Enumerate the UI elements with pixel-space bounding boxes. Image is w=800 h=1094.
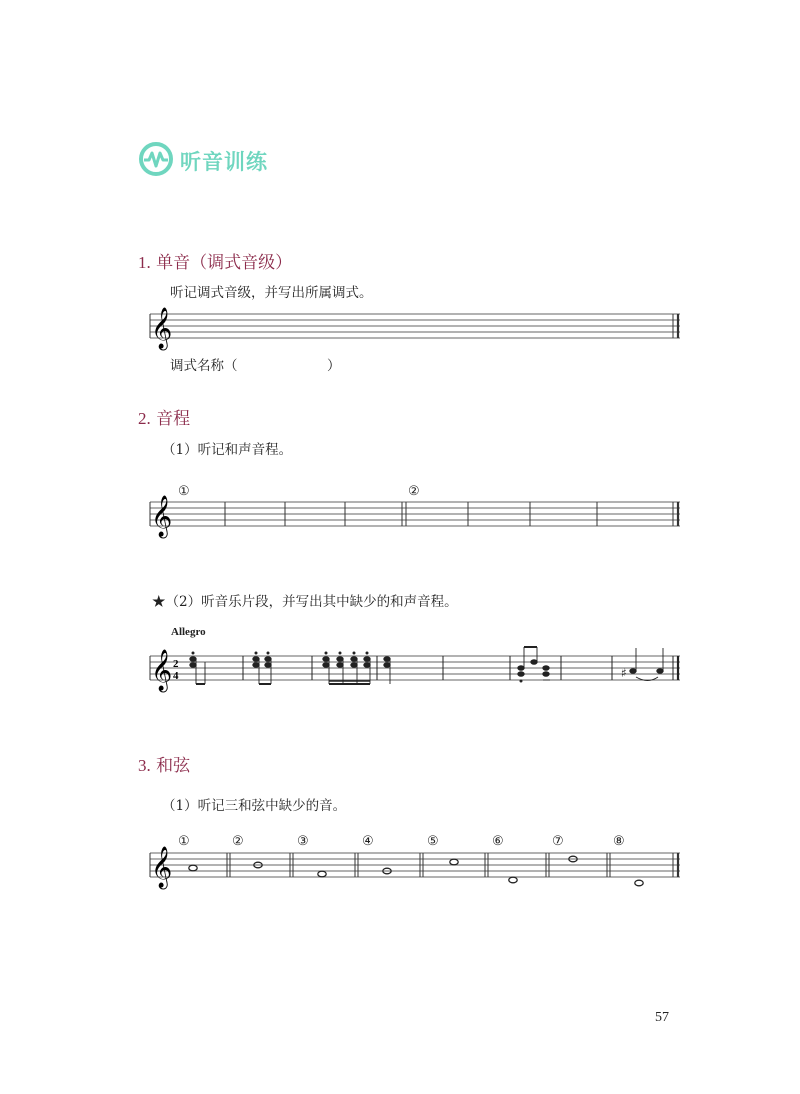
staff-section-2-intervals — [0, 490, 800, 540]
melody-notes — [190, 647, 678, 684]
interval-marker-2: ② — [408, 484, 420, 499]
chord-marker-1: ① — [178, 834, 190, 849]
staff-section-2-melody — [0, 640, 800, 700]
chord-marker-5: ⑤ — [427, 834, 439, 849]
sharp-icon: ♯ — [621, 666, 627, 680]
headphone-wave-icon — [138, 141, 174, 177]
section-1-title: 单音（调式音级） — [156, 253, 293, 273]
treble-clef-icon: 𝄞 — [151, 496, 173, 537]
time-signature-top: 2 — [173, 658, 179, 670]
star-icon: ★ — [152, 594, 166, 610]
mode-name-label: 调式名称（ — [170, 358, 238, 374]
section-1-instruction: 听记调式音级，并写出所属调式。 — [170, 285, 373, 301]
treble-clef-icon: 𝄞 — [151, 650, 173, 691]
section-3-instruction: （1）听记三和弦中缺少的音。 — [162, 798, 347, 814]
chord-marker-3: ③ — [297, 834, 309, 849]
section-3-title: 和弦 — [156, 756, 191, 776]
section-2-part-2-instruction: ★（2）听音乐片段，并写出其中缺少的和声音程。 — [152, 594, 458, 610]
page-number: 57 — [655, 1010, 669, 1025]
tempo-marking: Allegro — [171, 626, 206, 638]
section-2-heading — [138, 404, 190, 429]
treble-clef-icon: 𝄞 — [151, 308, 173, 349]
mode-name-answer-field[interactable] — [245, 355, 325, 373]
page-title: 听音训练 — [180, 150, 268, 174]
section-2-part-1-instruction: （1）听记和声音程。 — [162, 442, 293, 458]
section-3-heading — [138, 751, 190, 776]
chord-marker-4: ④ — [362, 834, 374, 849]
staff-lines — [150, 656, 680, 680]
section-2-title: 音程 — [156, 409, 191, 429]
chord-marker-7: ⑦ — [552, 834, 564, 849]
staff-section-3-chords — [0, 845, 800, 895]
interval-marker-1: ① — [178, 484, 190, 499]
section-1-heading — [138, 248, 292, 273]
staff-section-1 — [0, 300, 800, 350]
chord-marker-2: ② — [232, 834, 244, 849]
treble-clef-icon: 𝄞 — [151, 847, 173, 888]
section-1-number: 1. — [138, 253, 151, 272]
chord-marker-8: ⑧ — [613, 834, 625, 849]
time-signature-bottom: 4 — [173, 670, 179, 682]
mode-name-close: ） — [327, 358, 341, 374]
staff-lines — [150, 314, 680, 338]
staff-lines — [150, 502, 680, 526]
section-2-number: 2. — [138, 409, 151, 428]
section-3-number: 3. — [138, 756, 151, 775]
chord-marker-6: ⑥ — [492, 834, 504, 849]
